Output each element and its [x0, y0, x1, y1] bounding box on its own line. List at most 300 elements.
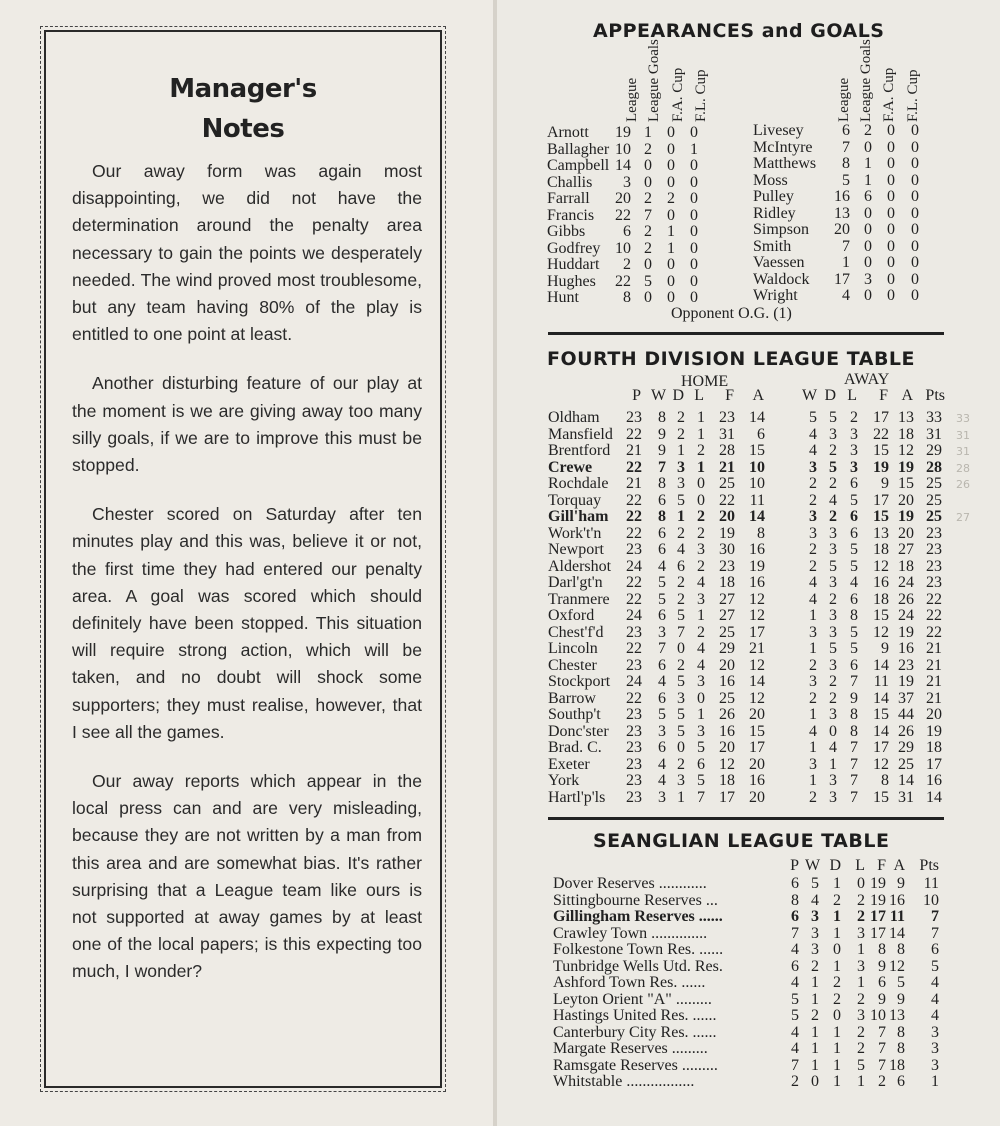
team-stat: 3: [811, 908, 819, 925]
pencil-mark: 27: [956, 511, 970, 524]
team-stat: 11: [749, 491, 765, 509]
player-stat: 0: [644, 256, 652, 273]
team-stat: 4: [850, 574, 858, 591]
player-row: [547, 224, 747, 241]
team-stat: 4: [658, 557, 666, 575]
player-name: Waldock: [753, 270, 810, 288]
pencil-mark: 31: [956, 445, 970, 458]
player-stat: 0: [667, 256, 675, 273]
team-stat: 2: [833, 891, 841, 909]
player-stat: 0: [690, 256, 698, 273]
player-stat: 0: [864, 287, 872, 304]
player-name: Livesey: [753, 122, 804, 139]
column-header: A: [752, 387, 764, 404]
team-stat: 4: [931, 990, 939, 1008]
team-stat: 5: [850, 491, 858, 509]
team-stat: 11: [873, 673, 889, 690]
team-stat: 2: [677, 574, 685, 591]
team-stat: 0: [829, 722, 837, 740]
team-stat: 1: [697, 425, 705, 443]
team-stat: 6: [878, 974, 886, 991]
player-stat: 7: [644, 206, 652, 224]
player-stat: 0: [887, 237, 895, 255]
team-stat: 17: [873, 739, 889, 756]
team-stat: 5: [791, 990, 799, 1008]
team-stat: 3: [809, 623, 817, 641]
team-stat: 12: [873, 623, 889, 641]
team-stat: 18: [926, 739, 942, 756]
player-stat: 0: [864, 221, 872, 238]
team-stat: 20: [719, 508, 735, 525]
player-stat: 0: [690, 223, 698, 240]
team-stat: 3: [850, 442, 858, 459]
team-name: Oxford: [548, 607, 595, 624]
team-stat: 2: [809, 475, 817, 492]
team-stat: 14: [873, 689, 889, 707]
team-stat: 15: [873, 442, 889, 459]
team-stat: 1: [833, 1040, 841, 1057]
team-stat: 3: [931, 1023, 939, 1041]
team-stat: 1: [809, 739, 817, 756]
team-stat: 5: [829, 557, 837, 575]
player-stat: 6: [864, 188, 872, 205]
team-stat: 10: [923, 891, 939, 909]
player-stat: 0: [887, 270, 895, 288]
team-stat: 3: [829, 623, 837, 641]
team-stat: 2: [829, 442, 837, 459]
league-table-row: [548, 757, 948, 774]
player-stat: 1: [690, 140, 698, 158]
team-stat: 4: [811, 891, 819, 909]
team-stat: 27: [898, 541, 914, 558]
team-stat: 2: [809, 491, 817, 509]
team-stat: 0: [833, 1007, 841, 1024]
player-stat: 2: [644, 239, 652, 257]
player-stat: 0: [690, 190, 698, 207]
team-stat: 2: [697, 508, 705, 525]
team-stat: 22: [626, 458, 642, 476]
team-stat: 12: [749, 607, 765, 624]
team-stat: 5: [811, 875, 819, 892]
team-stat: 3: [850, 425, 858, 443]
team-stat: 23: [926, 557, 942, 575]
team-stat: 18: [873, 541, 889, 558]
team-stat: 7: [850, 739, 858, 756]
player-row: [753, 156, 948, 173]
team-stat: 16: [719, 722, 735, 740]
team-stat: 1: [811, 974, 819, 991]
team-stat: 31: [926, 425, 942, 443]
player-stat: 0: [887, 254, 895, 271]
team-stat: 18: [873, 590, 889, 608]
team-stat: 1: [697, 706, 705, 723]
team-stat: 20: [749, 788, 765, 806]
team-stat: 2: [829, 689, 837, 707]
team-stat: 24: [898, 607, 914, 624]
player-stat: 1: [842, 254, 850, 271]
team-stat: 4: [809, 574, 817, 591]
team-stat: 5: [677, 673, 685, 690]
team-stat: 22: [926, 607, 942, 624]
team-stat: 6: [677, 557, 685, 575]
seanglian-column-headers: [553, 858, 953, 875]
team-stat: 22: [926, 623, 942, 641]
player-stat: 3: [623, 173, 631, 191]
team-stat: 2: [829, 673, 837, 690]
team-stat: 3: [829, 788, 837, 806]
appearances-right-table: [753, 123, 948, 305]
left-page: [0, 0, 493, 1126]
player-stat: 16: [834, 188, 850, 205]
column-header: P: [790, 857, 799, 874]
team-stat: 25: [926, 475, 942, 492]
column-header: D: [829, 857, 841, 874]
team-stat: 9: [897, 990, 905, 1008]
team-stat: 1: [833, 1056, 841, 1074]
team-stat: 2: [677, 590, 685, 608]
team-stat: 1: [811, 1023, 819, 1041]
team-stat: 15: [749, 722, 765, 740]
team-stat: 1: [829, 755, 837, 773]
team-stat: 24: [898, 574, 914, 591]
team-stat: 3: [677, 772, 685, 789]
player-stat: 1: [644, 124, 652, 141]
team-stat: 2: [677, 656, 685, 674]
team-name: Chest'f'd: [548, 623, 604, 641]
team-stat: 5: [829, 409, 837, 426]
team-stat: 3: [658, 788, 666, 806]
column-header: D: [672, 387, 684, 404]
team-stat: 6: [850, 524, 858, 542]
player-row: [753, 272, 948, 289]
league-table-row: [553, 1074, 953, 1091]
player-name: Wright: [753, 287, 798, 304]
team-stat: 2: [809, 656, 817, 674]
team-name: Tranmere: [548, 590, 610, 608]
team-stat: 22: [873, 425, 889, 443]
team-stat: 8: [850, 722, 858, 740]
team-stat: 4: [697, 574, 705, 591]
player-stat: 20: [615, 190, 631, 207]
player-stat: 8: [842, 155, 850, 172]
notes-paragraph-4: Our away reports which appear in the local press can and are very misleading, because they are not written by a man from this area and are somewhat bias. It's rather surprising that a League team like ours is not supported at away games by at least one of the local papers; is this expecting too much, I wonder?: [72, 771, 422, 982]
team-stat: 2: [811, 957, 819, 975]
player-name: Matthews: [753, 155, 817, 172]
team-stat: 9: [658, 425, 666, 443]
team-stat: 23: [626, 772, 642, 789]
team-stat: 1: [809, 706, 817, 723]
team-name: Sittingbourne Reserves ...: [553, 891, 718, 909]
team-stat: 8: [878, 941, 886, 958]
team-stat: 2: [829, 475, 837, 492]
team-stat: 7: [931, 924, 939, 942]
team-name: Canterbury City Res. ......: [553, 1023, 717, 1041]
team-stat: 3: [658, 623, 666, 641]
team-stat: 3: [829, 574, 837, 591]
team-stat: 3: [811, 924, 819, 942]
team-stat: 1: [809, 640, 817, 657]
fourth-division-title: FOURTH DIVISION LEAGUE TABLE: [547, 348, 916, 370]
notes-title-line1: Manager's: [169, 74, 317, 104]
league-table-row: [548, 443, 948, 460]
team-stat: 7: [658, 458, 666, 476]
team-stat: 10: [749, 475, 765, 492]
team-stat: 5: [658, 574, 666, 591]
league-table-row: [548, 658, 948, 675]
column-header: F: [879, 387, 888, 404]
team-stat: 21: [926, 656, 942, 674]
team-stat: 2: [809, 689, 817, 707]
team-name: Crawley Town ..............: [553, 924, 708, 942]
team-stat: 16: [749, 541, 765, 558]
fourth-division-column-headers: [547, 388, 947, 405]
player-row: [547, 142, 747, 159]
column-header: A: [893, 857, 905, 874]
team-name: Gill'ham: [548, 508, 609, 525]
team-stat: 3: [677, 475, 685, 492]
team-stat: 3: [857, 1007, 865, 1024]
team-stat: 4: [809, 442, 817, 459]
team-stat: 1: [677, 442, 685, 459]
team-stat: 29: [898, 739, 914, 756]
team-stat: 3: [697, 673, 705, 690]
pencil-mark: 28: [956, 461, 970, 475]
team-stat: 12: [898, 442, 914, 459]
team-stat: 3: [829, 656, 837, 674]
pencil-mark: 33: [956, 412, 970, 425]
team-stat: 7: [791, 924, 799, 942]
team-stat: 19: [898, 508, 914, 525]
player-row: [547, 175, 747, 192]
league-table-row: [548, 608, 948, 625]
league-table-row: [553, 909, 953, 926]
player-stat: 0: [887, 138, 895, 156]
team-stat: 8: [897, 1023, 905, 1041]
notes-title-line2: Notes: [201, 114, 285, 144]
player-stat: 0: [887, 287, 895, 304]
league-table-row: [548, 641, 948, 658]
player-stat: 0: [690, 289, 698, 306]
player-stat: 0: [644, 157, 652, 174]
team-name: Hartl'p'ls: [548, 788, 606, 806]
league-table-row: [548, 724, 948, 741]
player-stat: 0: [911, 254, 919, 271]
player-name: Simpson: [753, 221, 810, 238]
player-stat: 0: [667, 272, 675, 290]
team-stat: 1: [857, 941, 865, 958]
team-stat: 31: [719, 425, 735, 443]
team-stat: 18: [889, 1056, 905, 1074]
team-stat: 11: [923, 875, 939, 892]
team-stat: 4: [931, 974, 939, 991]
team-name: Torquay: [548, 491, 602, 509]
column-header: D: [824, 387, 836, 404]
team-stat: 9: [850, 689, 858, 707]
player-name: Moss: [753, 171, 788, 189]
player-stat: 0: [887, 155, 895, 172]
team-stat: 14: [926, 788, 942, 806]
team-stat: 3: [809, 508, 817, 525]
team-stat: 19: [898, 458, 914, 476]
team-stat: 14: [749, 409, 765, 426]
player-row: [753, 288, 948, 305]
team-stat: 12: [873, 755, 889, 773]
appearances-header-left-3: F.L. Cup: [693, 69, 709, 122]
team-stat: 3: [809, 673, 817, 690]
player-stat: 6: [842, 122, 850, 139]
team-stat: 15: [749, 442, 765, 459]
appearances-header-left-1: League Goals: [646, 39, 662, 122]
team-stat: 23: [898, 656, 914, 674]
team-stat: 10: [870, 1007, 886, 1024]
team-stat: 8: [658, 409, 666, 426]
team-stat: 4: [677, 541, 685, 558]
player-stat: 1: [864, 171, 872, 189]
team-stat: 14: [873, 722, 889, 740]
team-stat: 8: [757, 524, 765, 542]
team-stat: 25: [719, 689, 735, 707]
team-stat: 18: [719, 574, 735, 591]
league-table-row: [553, 893, 953, 910]
team-name: Newport: [548, 541, 604, 558]
player-stat: 7: [842, 237, 850, 255]
player-name: Huddart: [547, 256, 600, 273]
player-stat: 0: [887, 171, 895, 189]
team-name: Margate Reserves .........: [553, 1040, 708, 1057]
player-stat: 2: [864, 122, 872, 139]
team-stat: 4: [658, 673, 666, 690]
team-stat: 21: [926, 640, 942, 657]
appearances-title: APPEARANCES and GOALS: [593, 20, 885, 42]
team-stat: 14: [749, 673, 765, 690]
team-stat: 1: [857, 1073, 865, 1090]
player-stat: 0: [644, 173, 652, 191]
team-stat: 2: [857, 908, 865, 925]
team-stat: 22: [626, 425, 642, 443]
team-stat: 21: [626, 475, 642, 492]
league-table-row: [548, 410, 948, 427]
team-stat: 8: [791, 891, 799, 909]
team-stat: 19: [926, 722, 942, 740]
team-stat: 13: [898, 409, 914, 426]
team-stat: 30: [719, 541, 735, 558]
player-stat: 0: [690, 173, 698, 191]
fourth-division-table: [548, 410, 948, 806]
team-stat: 1: [833, 957, 841, 975]
team-stat: 20: [719, 739, 735, 756]
team-stat: 2: [697, 442, 705, 459]
team-stat: 5: [857, 1056, 865, 1074]
player-name: McIntyre: [753, 138, 813, 156]
team-stat: 14: [749, 508, 765, 525]
player-stat: 0: [911, 155, 919, 172]
player-stat: 2: [644, 190, 652, 207]
team-stat: 24: [626, 607, 642, 624]
team-stat: 23: [719, 409, 735, 426]
team-stat: 17: [719, 788, 735, 806]
player-stat: 0: [887, 221, 895, 238]
column-header: L: [855, 857, 865, 874]
team-stat: 17: [749, 623, 765, 641]
team-stat: 2: [697, 557, 705, 575]
player-stat: 0: [690, 239, 698, 257]
team-stat: 1: [833, 924, 841, 942]
team-stat: 8: [897, 1040, 905, 1057]
team-stat: 22: [626, 508, 642, 525]
team-stat: 21: [749, 640, 765, 657]
player-stat: 0: [911, 122, 919, 139]
team-stat: 22: [719, 491, 735, 509]
team-stat: 7: [658, 640, 666, 657]
team-stat: 22: [626, 590, 642, 608]
team-stat: 2: [697, 623, 705, 641]
player-stat: 0: [911, 171, 919, 189]
team-stat: 5: [809, 409, 817, 426]
team-stat: 23: [926, 541, 942, 558]
player-stat: 0: [911, 270, 919, 288]
team-stat: 23: [626, 788, 642, 806]
team-name: Ramsgate Reserves .........: [553, 1056, 718, 1074]
column-header-row: [553, 858, 953, 875]
notes-paragraph-3: Chester scored on Saturday after ten minutes play and this was, believe it or not, the first time they had entered our penalty area. A goal was scored which should definitely have been stopped. This situation will require strong action, which will be taken, and no doubt will shock some supporters; they must realise, however, that I see all the games.: [72, 504, 422, 742]
team-stat: 0: [697, 689, 705, 707]
team-stat: 0: [677, 640, 685, 657]
team-stat: 1: [697, 409, 705, 426]
team-stat: 1: [697, 458, 705, 476]
team-stat: 3: [829, 541, 837, 558]
team-stat: 2: [878, 1073, 886, 1090]
player-stat: 0: [864, 204, 872, 222]
team-stat: 7: [791, 1056, 799, 1074]
team-stat: 7: [850, 755, 858, 773]
team-stat: 1: [833, 875, 841, 892]
team-stat: 18: [898, 557, 914, 575]
team-stat: 12: [749, 656, 765, 674]
team-stat: 6: [791, 908, 799, 925]
player-stat: 3: [864, 270, 872, 288]
team-stat: 7: [931, 908, 939, 925]
team-stat: 6: [931, 941, 939, 958]
team-stat: 8: [658, 508, 666, 525]
player-stat: 1: [864, 155, 872, 172]
team-stat: 2: [829, 508, 837, 525]
team-stat: 21: [926, 673, 942, 690]
team-stat: 6: [658, 739, 666, 756]
team-stat: 19: [719, 524, 735, 542]
home-label: HOME: [681, 373, 729, 390]
player-name: Pulley: [753, 188, 794, 205]
team-stat: 1: [809, 607, 817, 624]
player-stat: 17: [834, 270, 850, 288]
team-stat: 15: [873, 788, 889, 806]
team-stat: 16: [719, 673, 735, 690]
player-stat: 0: [911, 188, 919, 205]
team-stat: 7: [878, 1056, 886, 1074]
player-stat: 1: [667, 239, 675, 257]
team-stat: 6: [658, 524, 666, 542]
team-stat: 2: [857, 891, 865, 909]
player-stat: 0: [887, 204, 895, 222]
player-row: [753, 222, 948, 239]
team-stat: 1: [931, 1073, 939, 1090]
team-name: Tunbridge Wells Utd. Res.: [553, 957, 723, 975]
league-table-row: [548, 526, 948, 543]
team-stat: 29: [926, 442, 942, 459]
team-stat: 24: [626, 673, 642, 690]
team-stat: 5: [697, 739, 705, 756]
team-stat: 33: [926, 409, 942, 426]
team-stat: 0: [833, 941, 841, 958]
